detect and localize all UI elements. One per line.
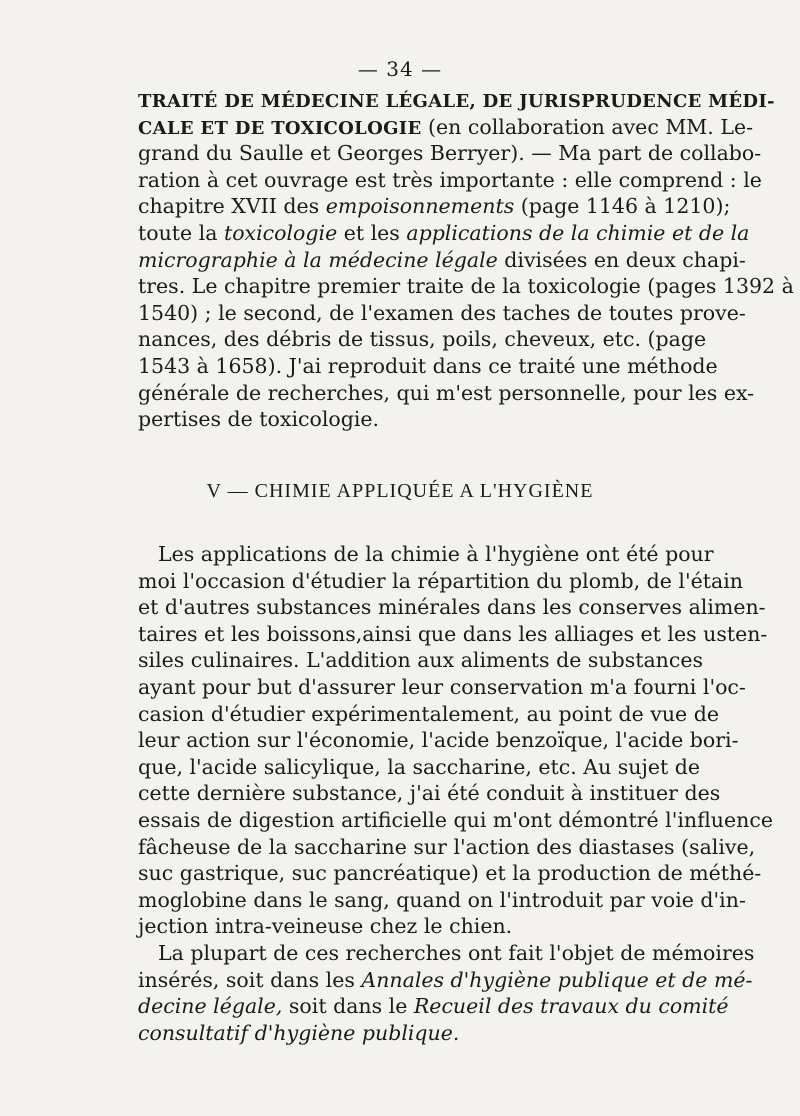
text-segment: taires et les boissons,ainsi que dans les alliages et les usten-	[138, 621, 768, 646]
text-line	[138, 326, 707, 353]
text-segment: 1540) ; le second, de l'examen des taches de toutes prove-	[138, 300, 746, 325]
text-segment: leur action sur l'économie, l'acide benzoïque, l'acide bori-	[138, 728, 739, 753]
text-line	[138, 167, 762, 194]
text-line	[138, 193, 731, 220]
bold-title-segment: TRAITÉ DE MÉDECINE LÉGALE, DE JURISPRUDENCE MÉDI-	[138, 91, 775, 112]
text-line	[138, 887, 746, 914]
bold-title-segment: CALE ET DE TOXICOLOGIE	[138, 117, 422, 139]
text-segment: jection intra-veineuse chez le chien.	[138, 914, 513, 939]
text-line	[138, 754, 701, 781]
text-line	[138, 967, 753, 994]
text-segment: et les	[337, 220, 407, 245]
text-line	[138, 807, 773, 834]
text-line	[138, 568, 743, 595]
text-segment: cette dernière substance, j'ai été conduit à instituer des	[138, 781, 721, 806]
text-line	[138, 380, 755, 407]
text-segment: ration à cet ouvrage est très importante : elle comprend : le	[138, 167, 762, 192]
text-line	[138, 220, 750, 247]
text-segment: 1543 à 1658). J'ai reproduit dans ce traité une méthode	[138, 353, 718, 378]
italic-segment: Annales d'hygiène publique et de mé-	[361, 967, 753, 992]
text-line	[138, 727, 739, 754]
text-segment: tres. Le chapitre premier traite de la toxicologie (pages 1392 à	[138, 274, 794, 299]
text-line	[138, 1020, 670, 1047]
text-segment: fâcheuse de la saccharine sur l'action des diastases (salive,	[138, 834, 756, 859]
text-segment: insérés, soit dans les	[138, 967, 362, 992]
section-heading: V — CHIMIE APPLIQUÉE A L'HYGIÈNE	[206, 480, 594, 502]
text-segment: soit dans le	[282, 994, 414, 1019]
bibliography-entry	[138, 87, 794, 433]
text-line	[138, 674, 746, 701]
text-line	[138, 87, 775, 114]
italic-segment: micrographie à la médecine légale	[138, 247, 498, 272]
italic-segment: Recueil des travaux du comité	[413, 994, 729, 1019]
text-line	[138, 913, 670, 940]
text-line	[138, 780, 721, 807]
text-segment: moi l'occasion d'étudier la répartition du plomb, de l'étain	[138, 568, 743, 593]
text-segment: pertises de toxicologie.	[138, 407, 380, 432]
text-line	[138, 647, 704, 674]
text-segment: toute la	[138, 220, 224, 245]
text-line	[138, 541, 714, 568]
text-segment: Les applications de la chimie à l'hygiène ont été pour	[158, 542, 714, 566]
text-segment: suc gastrique, suc pancréatique) et la production de méthé-	[138, 861, 762, 886]
text-segment: nances, des débris de tissus, poils, cheveux, etc. (page	[138, 327, 707, 352]
text-line	[138, 300, 746, 327]
text-line	[138, 834, 756, 861]
italic-segment: applications de la chimie et de la	[406, 220, 750, 245]
text-line	[138, 406, 670, 433]
italic-segment: toxicologie	[223, 220, 338, 245]
page-number: — 34 —	[357, 57, 443, 81]
text-line	[138, 140, 762, 167]
text-segment: (page 1146 à 1210);	[514, 194, 731, 219]
text-segment: moglobine dans le sang, quand on l'introduit par voie d'in-	[138, 887, 746, 912]
text-segment: et d'autres substances minérales dans les conserves alimen-	[138, 595, 766, 620]
text-line	[138, 993, 729, 1020]
text-segment: casion d'étudier expérimentalement, au point de vue de	[138, 701, 719, 726]
text-line	[138, 247, 746, 274]
text-line	[138, 594, 766, 621]
text-line	[138, 701, 719, 728]
section-body	[138, 541, 773, 1046]
text-segment: (en collaboration avec MM. Le-	[421, 114, 753, 139]
text-segment: La plupart de ces recherches ont fait l'objet de mémoires	[158, 940, 755, 965]
text-segment: ayant pour but d'assurer leur conservation m'a fourni l'oc-	[138, 674, 746, 699]
text-segment: divisées en deux chapi-	[497, 247, 746, 272]
text-segment: siles culinaires. L'addition aux aliments de substances	[138, 648, 704, 673]
text-segment: grand du Saulle et Georges Berryer). — Ma part de collabo-	[138, 141, 762, 166]
text-line	[138, 860, 762, 887]
italic-segment: decine légale,	[138, 994, 283, 1019]
text-segment: générale de recherches, qui m'est personnelle, pour les ex-	[138, 380, 755, 405]
text-line	[138, 353, 718, 380]
text-line	[138, 940, 755, 967]
italic-segment: consultatif d'hygiène publique.	[138, 1020, 460, 1045]
text-line	[138, 621, 768, 648]
text-line	[138, 273, 794, 300]
text-segment: que, l'acide salicylique, la saccharine, etc. Au sujet de	[138, 754, 701, 779]
text-segment: chapitre XVII des	[138, 194, 326, 219]
italic-segment: empoisonnements	[325, 194, 515, 219]
text-segment: essais de digestion artificielle qui m'ont démontré l'influence	[138, 807, 773, 832]
text-line	[138, 114, 753, 141]
